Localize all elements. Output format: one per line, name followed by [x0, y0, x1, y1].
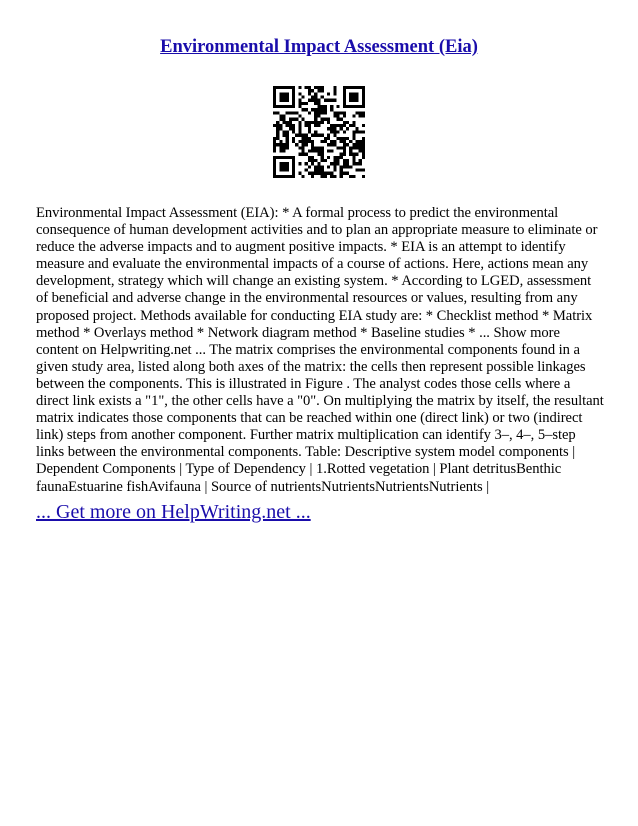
qr-code-icon	[273, 86, 365, 178]
get-more-link[interactable]: ... Get more on HelpWriting.net ...	[36, 501, 311, 523]
title-link[interactable]: Environmental Impact Assessment (Eia)	[160, 37, 478, 57]
qr-code-graphic	[273, 86, 365, 178]
page-title	[0, 36, 638, 58]
body-paragraph: Environmental Impact Assessment (EIA): * A formal process to predict the environmental consequence of human development activities and to plan an appropriate measure to eliminate or reduce the adverse impacts and to augment positive impacts. * EIA is an attempt to identify measure and evaluate the environmental impacts of a course of actions. Here, actions mean any development, strategy which will change an existing system. * According to LGED, assessment of beneficial and adverse change in the environmental resources or values, resulting from any proposed project. Methods available for conducting EIA study are: * Checklist method * Matrix method * Overlays method * Network diagram method * Baseline studies * ... Show more content on Helpwriting.net ... The matrix comprises the environmental components found in a given study area, listed along both axes of the matrix: the cells then represent possible linkages between the components. This is illustrated in Figure . The analyst codes those cells where a direct link exists a "1", the other cells have a "0". On multiplying the matrix by itself, the resultant matrix indicates those components that can be reached within one (direct link) or two (indirect link) steps from another component. Further matrix multiplication can identify 3–, 4–, 5–step links between the environmental components. Table: Descriptive system model components | Dependent Components | Type of Dependency | 1.Rotted vegetation | Plant detritusBenthic faunaEstuarine fishAvifauna | Source of nutrientsNutrientsNutrientsNutrients |	[36, 205, 604, 495]
get-more-link-container	[36, 500, 311, 524]
